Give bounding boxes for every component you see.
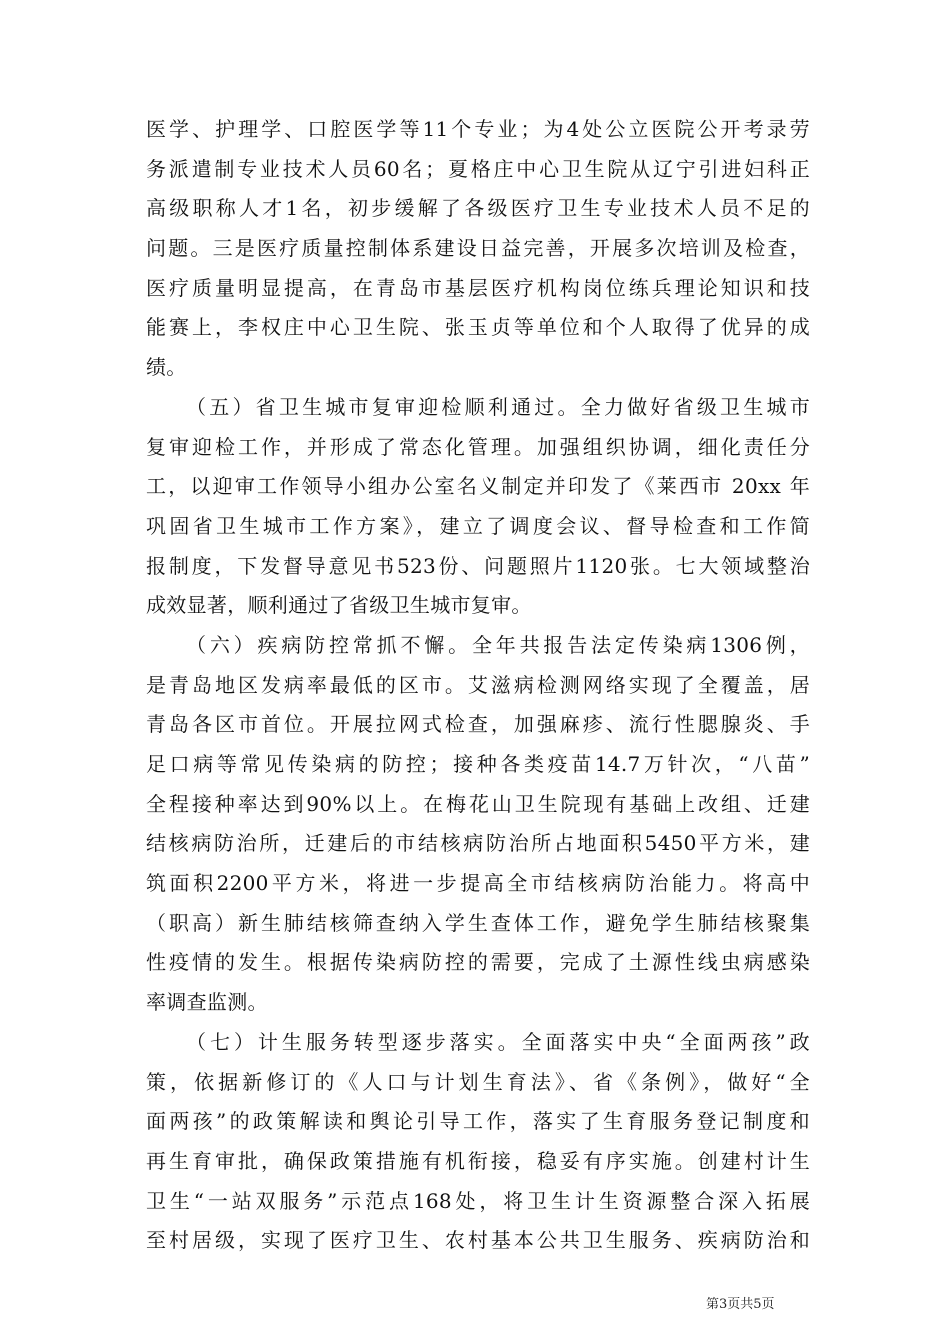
text-line: 成效显著，顺利通过了省级卫生城市复审。 <box>146 593 532 618</box>
text-line: 面两孩”的政策解读和舆论引导工作，落实了生育服务登记制度和 <box>146 1109 810 1134</box>
text-line: 绩。 <box>146 355 187 380</box>
document-body <box>146 110 810 1261</box>
text-line: （五）省卫生城市复审迎检顺利通过。全力做好省级卫生城市 <box>186 394 810 419</box>
text-line: 青岛各区市首位。开展拉网式检查，加强麻疹、流行性腮腺炎、手 <box>146 712 810 737</box>
text-line: 结核病防治所，迁建后的市结核病防治所占地面积5450平方米，建 <box>146 831 810 856</box>
text-line: 巩固省卫生城市工作方案》，建立了调度会议、督导检查和工作简 <box>146 513 810 538</box>
text-line: 筑面积2200平方米，将进一步提高全市结核病防治能力。将高中 <box>146 871 810 896</box>
text-line: 问题。三是医疗质量控制体系建设日益完善，开展多次培训及检查， <box>146 236 810 261</box>
text-line: 医疗质量明显提高，在青岛市基层医疗机构岗位练兵理论知识和技 <box>146 275 810 300</box>
text-line: 全程接种率达到90%以上。在梅花山卫生院现有基础上改组、迁建 <box>146 791 810 816</box>
text-line: 高级职称人才1名，初步缓解了各级医疗卫生专业技术人员不足的 <box>146 196 810 221</box>
text-line: 足口病等常见传染病的防控；接种各类疫苗14.7万针次，“八苗” <box>146 752 810 776</box>
paragraph-continuation <box>146 110 810 388</box>
paragraph-section-seven <box>146 1023 810 1261</box>
text-line: 至村居级，实现了医疗卫生、农村基本公共卫生服务、疾病防治和 <box>146 1228 810 1253</box>
text-line: 务派遣制专业技术人员60名；夏格庄中心卫生院从辽宁引进妇科正 <box>146 156 810 181</box>
text-line: 能赛上，李权庄中心卫生院、张玉贞等单位和个人取得了优异的成 <box>146 315 810 340</box>
text-line: （六）疾病防控常抓不懈。全年共报告法定传染病1306例， <box>186 632 810 657</box>
text-line: 报制度，下发督导意见书523份、问题照片1120张。七大领域整治 <box>146 553 810 578</box>
text-line: 是青岛地区发病率最低的区市。艾滋病检测网络实现了全覆盖，居 <box>146 672 810 697</box>
paragraph-section-six <box>146 626 810 1023</box>
text-line: 复审迎检工作，并形成了常态化管理。加强组织协调，细化责任分 <box>146 434 810 459</box>
text-line: 策，依据新修订的《人口与计划生育法》、省《条例》，做好“全 <box>146 1069 810 1094</box>
text-line: 再生育审批，确保政策措施有机衔接，稳妥有序实施。创建村计生 <box>146 1148 810 1173</box>
text-line: 卫生“一站双服务”示范点168处，将卫生计生资源整合深入拓展 <box>146 1188 810 1213</box>
text-line: 性疫情的发生。根据传染病防控的需要，完成了土源性线虫病感染 <box>146 950 810 975</box>
text-line: （职高）新生肺结核筛查纳入学生查体工作，避免学生肺结核聚集 <box>146 910 810 935</box>
text-line: 工，以迎审工作领导小组办公室名义制定并印发了《莱西市 20xx 年 <box>146 474 810 499</box>
page-number: 第3页共5页 <box>706 1297 775 1312</box>
text-line: 医学、护理学、口腔医学等11个专业；为4处公立医院公开考录劳 <box>146 117 810 141</box>
text-line: （七）计生服务转型逐步落实。全面落实中央“全面两孩”政 <box>186 1029 810 1054</box>
text-line: 率调查监测。 <box>146 990 268 1015</box>
paragraph-section-five <box>146 388 810 626</box>
